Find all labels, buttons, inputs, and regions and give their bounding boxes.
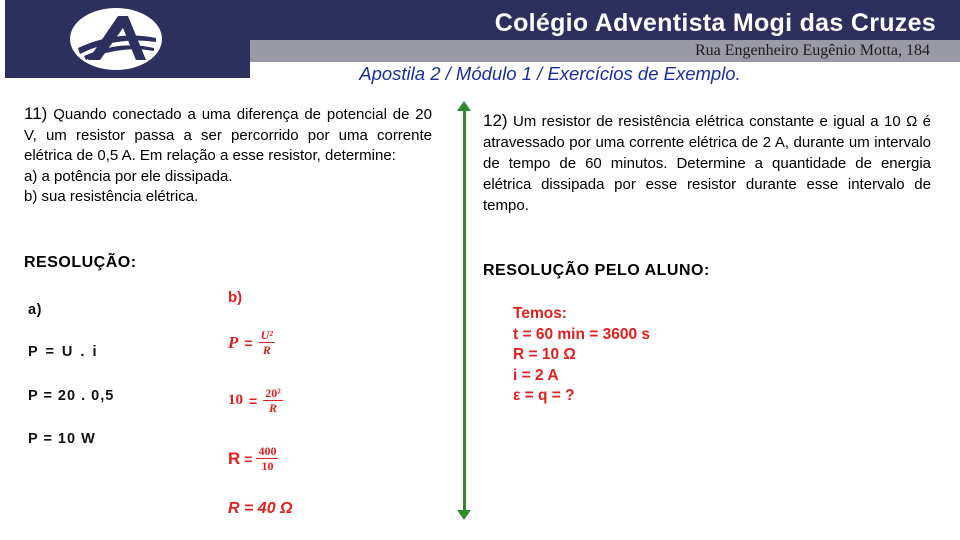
school-logo-icon bbox=[70, 8, 162, 70]
givens-list bbox=[513, 304, 650, 407]
part-a-label: a) bbox=[28, 302, 42, 318]
question-number: 11) bbox=[24, 104, 48, 123]
question-12 bbox=[483, 110, 931, 216]
part-b-label: b) bbox=[228, 289, 243, 306]
givens-heading: Temos: bbox=[513, 305, 567, 322]
question-text: Quando conectado a uma diferença de potencial de 20 V, um resistor passa a ser percorrido por uma corrente elétrica de 0,5 A. Em relação a esse resistor, determine: bbox=[24, 106, 432, 164]
question-11 bbox=[24, 104, 432, 208]
eq2-fraction bbox=[263, 386, 283, 415]
column-divider bbox=[463, 108, 466, 514]
eq1-numerator: U² bbox=[260, 328, 273, 342]
part-a-line-3: P = 10 W bbox=[28, 431, 96, 447]
part-b-equation-1: P = $\frac{\text{U²}}{R}$ bbox=[228, 328, 273, 357]
eq2-denominator: R bbox=[268, 401, 277, 415]
part-b-result: R = 40 Ω bbox=[228, 500, 293, 517]
given-time: t = 60 min = 3600 s bbox=[513, 325, 651, 343]
resolution-title: RESOLUÇÃO: bbox=[24, 254, 137, 271]
part-a-line-2: P = 20 . 0,5 bbox=[28, 388, 115, 404]
eq3-left: R bbox=[228, 448, 241, 468]
eq2-left: 10 bbox=[228, 392, 243, 408]
part-b-equation-3: R = $\frac{400}{10}$ bbox=[228, 444, 277, 473]
divider-arrow-down-icon bbox=[457, 510, 471, 520]
eq1-denominator: R bbox=[262, 343, 271, 357]
given-resistance: R = 10 Ω bbox=[513, 346, 576, 363]
school-address: Rua Engenheiro Eugênio Motta, 184 bbox=[694, 42, 930, 59]
question-item-a: a) a potência por ele dissipada. bbox=[24, 167, 233, 185]
school-logo bbox=[70, 8, 162, 70]
question-item-b: b) sua resistência elétrica. bbox=[24, 188, 199, 205]
eq3-denominator: 10 bbox=[261, 459, 274, 473]
eq1-fraction bbox=[259, 328, 275, 357]
part-a-line-1: P = U . i bbox=[28, 344, 99, 360]
given-current: i = 2 A bbox=[513, 366, 559, 384]
eq2-numerator: 20² bbox=[265, 386, 281, 400]
eq3-numerator: 400 bbox=[258, 444, 277, 458]
part-b-equation-2: 10 = $\frac{\text{20²}}{R}$ bbox=[228, 386, 281, 415]
page-title: Apostila 2 / Módulo 1 / Exercícios de Exemplo. bbox=[359, 63, 741, 84]
eq3-fraction bbox=[256, 444, 278, 473]
question-number: 12) bbox=[483, 111, 508, 130]
school-name: Colégio Adventista Mogi das Cruzes bbox=[494, 9, 936, 37]
eq1-left: P bbox=[228, 332, 239, 352]
question-text: Um resistor de resistência elétrica constante e igual a 10 Ω é atravessado por uma corrente elétrica de 2 A, durante um intervalo de tempo de 60 minutos. Determine a quantidade de energia elétrica dissipada por esse resistor durante esse intervalo de tempo. bbox=[483, 113, 932, 214]
given-unknown: ε = q = ? bbox=[513, 387, 575, 404]
student-resolution-title: RESOLUÇÃO PELO ALUNO: bbox=[483, 262, 710, 279]
